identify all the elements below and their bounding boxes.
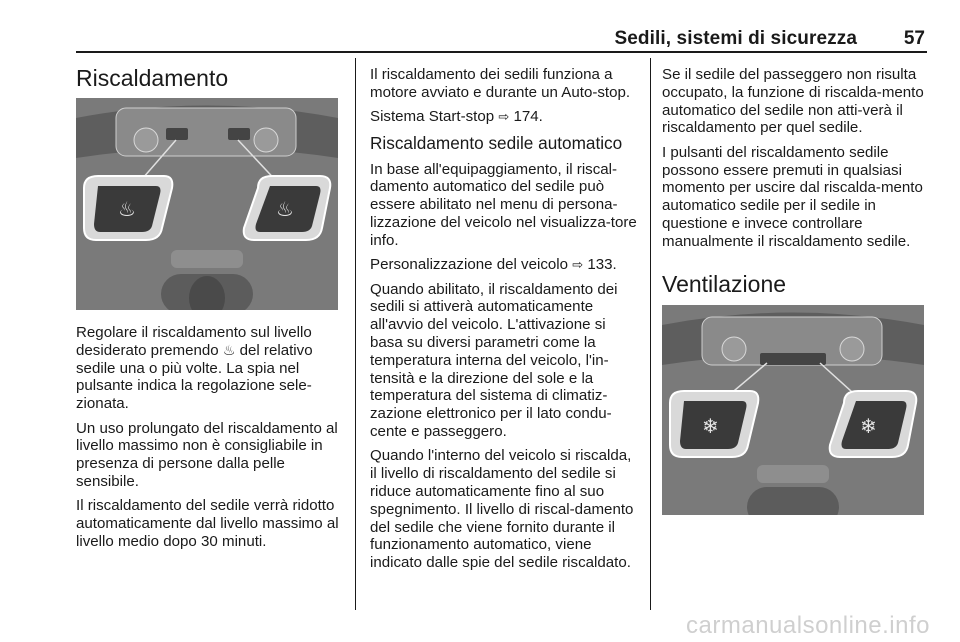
heading-ventilazione: Ventilazione [662, 271, 787, 297]
seat-ventilation-figure [662, 305, 924, 515]
column-3 [662, 66, 932, 257]
svg-text:❄: ❄ [702, 414, 719, 438]
cross-reference: Sistema Start-stop ⇨ 174. [370, 108, 543, 126]
heading-riscaldamento-automatico: Riscaldamento sedile automatico [370, 132, 623, 153]
page-link[interactable]: 133. [587, 256, 617, 274]
paragraph: In base all'equipaggiamento, il riscal-damento automatico del sedile può essere abilitato nel menu di persona-lizzazione del veicolo nel visualizza-tore info. [370, 160, 637, 249]
page-link[interactable]: 174. [513, 108, 543, 126]
seat-heater-icon: ♨ [222, 341, 236, 358]
paragraph: Quando l'interno del veicolo si riscalda, il livello di riscaldamento del sedile si riduce automaticamente fino al suo spegnimento. Il livello di riscal-damento del sedile che viene fornito durante il funzionamento automatico, viene indicato dalle spie del sedile riscaldato. [370, 447, 634, 572]
paragraph: Un uso prolungato del riscaldamento al livello massimo non è consigliabile in presenza di persone dalla pelle sensibile. [76, 419, 338, 490]
seat-heating-figure [76, 98, 338, 310]
column-3-heading [662, 270, 924, 298]
reference-arrow-icon: ⇨ [572, 257, 584, 273]
paragraph: Quando abilitato, il riscaldamento dei sedili si attiverà automaticamente all'avvio del veicolo. L'attivazione si basa su diversi parametri come la temperatura interna del veicolo, l'in-tensità e la direzione del sole e la temperatura del sistema di climatiz-zazione elettronico per il lato condu-cente e passeggero. [370, 280, 618, 440]
column-divider [650, 58, 651, 610]
seat-ventilation-illustration [662, 305, 924, 515]
column-2 [370, 66, 638, 578]
svg-text:♨: ♨ [118, 197, 136, 221]
paragraph: Il riscaldamento del sedile verrà ridotto automaticamente dal livello massimo al livello medio dopo 30 minuti. [76, 497, 339, 550]
reference-arrow-icon: ⇨ [498, 109, 510, 125]
column-1-body [76, 324, 344, 557]
svg-text:❄: ❄ [860, 414, 877, 438]
column-divider [355, 58, 356, 610]
seat-heating-illustration [76, 98, 338, 310]
cross-reference: Personalizzazione del veicolo ⇨ 133. [370, 256, 617, 274]
page-header [76, 26, 927, 50]
column-1 [76, 64, 344, 92]
paragraph: Regolare il riscaldamento sul livello desiderato premendo ♨ del relativo sedile una o più volte. La spia nel pulsante indica la regolazione sele-zionata. [76, 324, 313, 413]
section-title: Sedili, sistemi di sicurezza [614, 28, 857, 49]
page-number: 57 [903, 28, 925, 49]
svg-text:♨: ♨ [276, 197, 294, 221]
paragraph: Se il sedile del passeggero non risulta occupato, la funzione di riscalda-mento automatico del sedile non atti-verà il riscaldamento per quel sedile. [662, 66, 924, 137]
paragraph: Il riscaldamento dei sedili funziona a motore avviato e durante un Auto-stop. [370, 66, 631, 101]
watermark: carmanualsonline.info [686, 612, 930, 639]
paragraph: I pulsanti del riscaldamento sedile possono essere premuti in qualsiasi momento per uscire dal riscalda-mento automatico sedile per il sedile in questione e invece controllare manualmente il riscaldamento sedile. [662, 143, 923, 250]
header-rule [76, 51, 927, 53]
heading-riscaldamento: Riscaldamento [76, 65, 229, 91]
